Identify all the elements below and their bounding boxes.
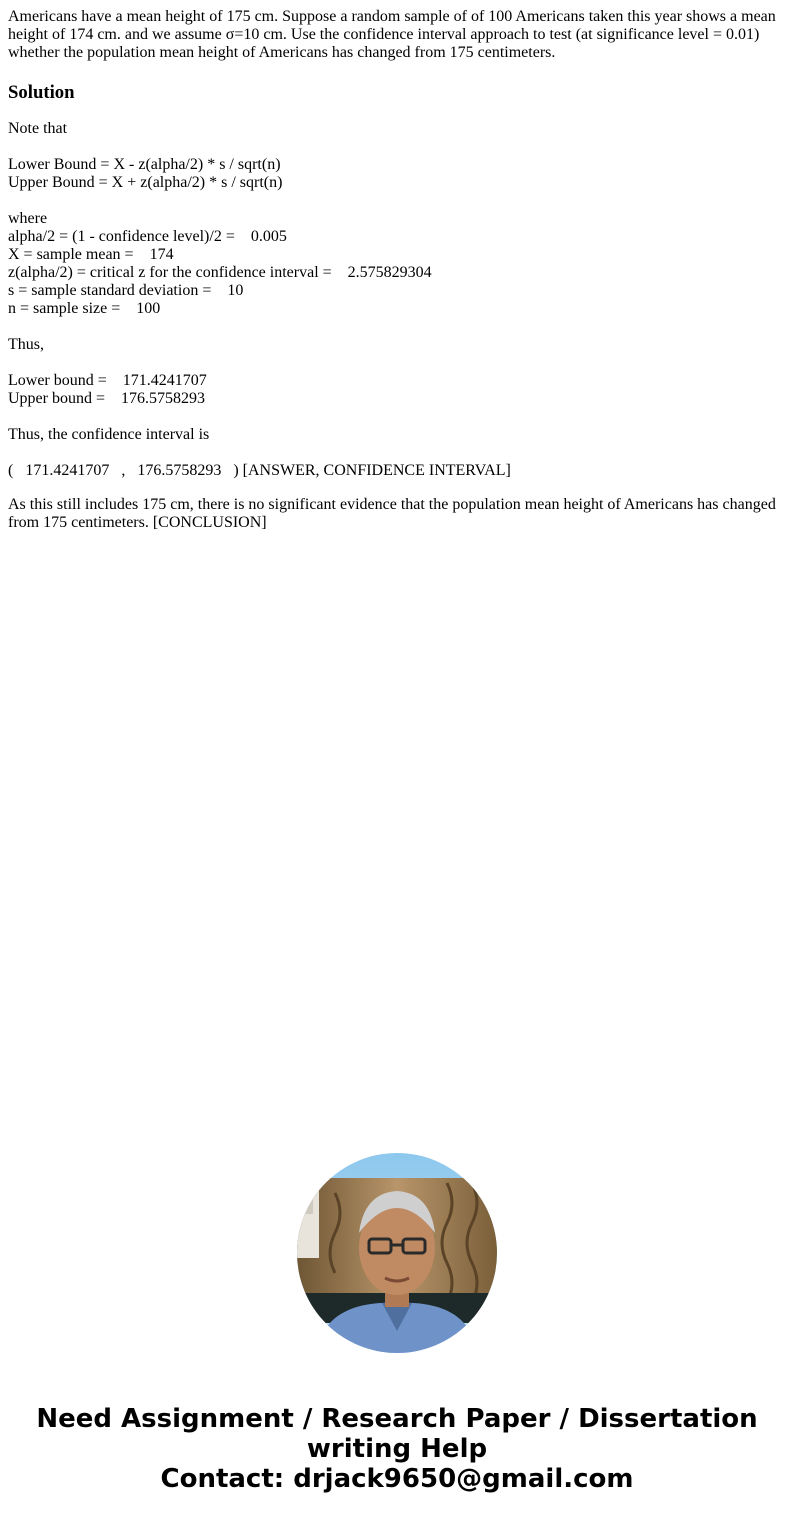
conclusion-text: As this still includes 175 cm, there is no significant evidence that the population mean height of Americans has changed from 175 centimeters. [CONCLUSION] <box>8 496 776 531</box>
solution-line: z(alpha/2) = critical z for the confidence interval = 2.575829304 <box>8 264 432 281</box>
promo-footer <box>0 1404 794 1494</box>
solution-line <box>8 318 786 336</box>
solution-line <box>8 354 786 372</box>
solution-line: s = sample standard deviation = 10 <box>8 282 244 299</box>
solution-line <box>8 192 786 210</box>
solution-line: X = sample mean = 174 <box>8 246 174 263</box>
document-body <box>8 8 786 532</box>
solution-line: Note that <box>8 120 68 137</box>
contact-line: Contact: drjack9650@gmail.com <box>160 1464 634 1494</box>
solution-line <box>8 408 786 426</box>
promo-line-2: writing Help <box>306 1434 488 1464</box>
solution-line: Lower bound = 171.4241707 <box>8 372 207 389</box>
solution-line <box>8 138 786 156</box>
author-avatar <box>297 1153 497 1353</box>
author-photo <box>297 1153 497 1353</box>
solution-line: Lower Bound = X - z(alpha/2) * s / sqrt(n) <box>8 156 281 173</box>
promo-line-1: Need Assignment / Research Paper / Dissertation <box>36 1404 758 1434</box>
solution-line <box>8 444 786 462</box>
answer-interval: ( 171.4241707 , 176.5758293 ) [ANSWER, CONFIDENCE INTERVAL] <box>8 462 511 479</box>
question-text: Americans have a mean height of 175 cm. Suppose a random sample of of 100 Americans taken this year shows a mean height of 174 cm. and we assume σ=10 cm. Use the confidence interval approach to test (at significance level = 0.01) whether the population mean height of Americans has changed from 175 centimeters. <box>8 8 776 61</box>
solution-line: Thus, the confidence interval is <box>8 426 210 443</box>
solution-lines <box>8 120 786 480</box>
solution-line: where <box>8 210 48 227</box>
solution-line: Upper bound = 176.5758293 <box>8 390 206 407</box>
solution-line: n = sample size = 100 <box>8 300 161 317</box>
solution-heading: Solution <box>8 82 75 103</box>
solution-line: Upper Bound = X + z(alpha/2) * s / sqrt(n) <box>8 174 283 191</box>
solution-line: alpha/2 = (1 - confidence level)/2 = 0.005 <box>8 228 287 245</box>
solution-line: Thus, <box>8 336 44 353</box>
